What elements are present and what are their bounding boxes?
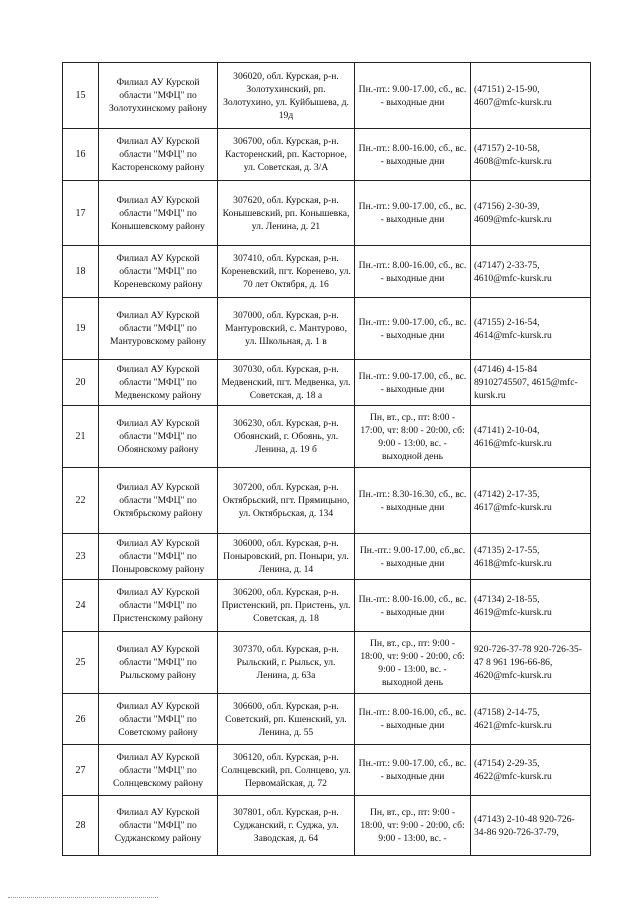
- branch-contacts: (47134) 2-18-55, 4619@mfc-kursk.ru: [471, 580, 591, 632]
- branch-address: 307620, обл. Курская, р-н. Конышевский, рп. Конышевка, ул. Ленина, д. 21: [218, 181, 355, 246]
- table-row: [63, 632, 591, 694]
- working-hours: Пн.-пт.: 8.00-16.00, сб., вс. - выходные дни: [355, 246, 471, 298]
- branch-name: Филиал АУ Курской области "МФЦ" по Пристенскому району: [99, 580, 218, 632]
- table-row: [63, 246, 591, 298]
- table-row: [63, 63, 591, 129]
- branch-contacts: (47155) 2-16-54, 4614@mfc-kursk.ru: [471, 298, 591, 360]
- table-row: [63, 129, 591, 181]
- working-hours: Пн.-пт.: 9.00-17.00, сб., вс. - выходные дни: [355, 745, 471, 796]
- branch-contacts: (47154) 2-29-35, 4622@mfc-kursk.ru: [471, 745, 591, 796]
- branch-name: Филиал АУ Курской области "МФЦ" по Октябрьскому району: [99, 468, 218, 534]
- working-hours: Пн.-пт.: 8.30-16.30, сб., вс. - выходные дни: [355, 468, 471, 534]
- branch-address: 306120, обл. Курская, р-н. Солнцевский, рп. Солнцево, ул. Первомайская, д. 72: [218, 745, 355, 796]
- table-row: [63, 181, 591, 246]
- row-number: 21: [63, 406, 99, 468]
- branch-address: 307200, обл. Курская, р-н. Октябрьский, пгт. Прямицыно, ул. Октябрьская, д. 134: [218, 468, 355, 534]
- branch-name: Филиал АУ Курской области "МФЦ" по Обоянскому району: [99, 406, 218, 468]
- branch-contacts: (47143) 2-10-48 920-726-34-86 920-726-37-79,: [471, 796, 591, 856]
- branch-contacts: 920-726-37-78 920-726-35-47 8 961 196-66-86, 4620@mfc-kursk.ru: [471, 632, 591, 694]
- row-number: 24: [63, 580, 99, 632]
- branch-name: Филиал АУ Курской области "МФЦ" по Конышевскому району: [99, 181, 218, 246]
- branch-name: Филиал АУ Курской области "МФЦ" по Касторенскому району: [99, 129, 218, 181]
- row-number: 26: [63, 694, 99, 745]
- working-hours: Пн.-пт.: 8.00-16.00, сб., вс. - выходные дни: [355, 580, 471, 632]
- branch-address: 306020, обл. Курская, р-н. Золотухинский, рп. Золотухино, ул. Куйбышева, д. 19д: [218, 63, 355, 129]
- row-number: 27: [63, 745, 99, 796]
- row-number: 28: [63, 796, 99, 856]
- branch-contacts: (47142) 2-17-35, 4617@mfc-kursk.ru: [471, 468, 591, 534]
- branch-contacts: (47158) 2-14-75, 4621@mfc-kursk.ru: [471, 694, 591, 745]
- working-hours: Пн, вт., ср., пт: 9:00 - 18:00, чт: 9:00 - 20:00, сб: 9:00 - 13:00, вс. - выходной день: [355, 632, 471, 694]
- branch-name: Филиал АУ Курской области "МФЦ" по Мантуровскому району: [99, 298, 218, 360]
- working-hours: Пн.-пт.: 8.00-16.00, сб., вс. - выходные дни: [355, 694, 471, 745]
- branch-contacts: (47151) 2-15-90, 4607@mfc-kursk.ru: [471, 63, 591, 129]
- branch-contacts: (47156) 2-30-39, 4609@mfc-kursk.ru: [471, 181, 591, 246]
- row-number: 19: [63, 298, 99, 360]
- table-row: [63, 745, 591, 796]
- branch-address: 307410, обл. Курская, р-н. Кореневский, пгт. Коренево, ул. 70 лет Октября, д. 16: [218, 246, 355, 298]
- branch-contacts: (47157) 2-10-58, 4608@mfc-kursk.ru: [471, 129, 591, 181]
- table-row: [63, 580, 591, 632]
- working-hours: Пн.-пт.: 9.00-17.00, сб., вс. - выходные дни: [355, 181, 471, 246]
- branch-address: 306230, обл. Курская, р-н. Обоянский, г. Обоянь, ул. Ленина, д. 19 б: [218, 406, 355, 468]
- table-row: [63, 796, 591, 856]
- working-hours: Пн.-пт.: 9.00-17.00, сб., вс. - выходные дни: [355, 298, 471, 360]
- branch-name: Филиал АУ Курской области "МФЦ" по Советскому району: [99, 694, 218, 745]
- row-number: 23: [63, 534, 99, 580]
- branch-contacts: (47141) 2-10-04, 4616@mfc-kursk.ru: [471, 406, 591, 468]
- branch-address: 307000, обл. Курская, р-н. Мантуровский, с. Мантурово, ул. Школьная, д. 1 в: [218, 298, 355, 360]
- branch-name: Филиал АУ Курской области "МФЦ" по Медвенскому району: [99, 360, 218, 406]
- row-number: 25: [63, 632, 99, 694]
- working-hours: Пн, вт., ср., пт: 9:00 - 18:00, чт: 9:00 - 20:00, сб: 9:00 - 13:00, вс. -: [355, 796, 471, 856]
- row-number: 20: [63, 360, 99, 406]
- row-number: 22: [63, 468, 99, 534]
- footnote-divider: [8, 897, 158, 898]
- branch-contacts: (47147) 2-33-75, 4610@mfc-kursk.ru: [471, 246, 591, 298]
- branch-address: 306700, обл. Курская, р-н. Касторенский, рп. Касторное, ул. Советская, д. 3/А: [218, 129, 355, 181]
- table-row: [63, 406, 591, 468]
- branch-address: 306200, обл. Курская, р-н. Пристенский, рп. Пристень, ул. Советская, д. 18: [218, 580, 355, 632]
- row-number: 17: [63, 181, 99, 246]
- working-hours: Пн, вт., ср., пт: 8:00 - 17:00, чт: 8:00 - 20:00, сб: 9:00 - 13:00, вс. - выходной день: [355, 406, 471, 468]
- branch-address: 306600, обл. Курская, р-н. Советский, рп. Кшенский, ул. Ленина, д. 55: [218, 694, 355, 745]
- table-row: [63, 694, 591, 745]
- branch-contacts: (47146) 4-15-84 89102745507, 4615@mfc-kursk.ru: [471, 360, 591, 406]
- branch-address: 307801, обл. Курская, р-н. Суджанский, г. Суджа, ул. Заводская, д. 64: [218, 796, 355, 856]
- row-number: 18: [63, 246, 99, 298]
- branch-address: 307030, обл. Курская, р-н. Медвенский, пгт. Медвенка, ул. Советская, д. 18 а: [218, 360, 355, 406]
- mfc-branches-table: [62, 62, 591, 856]
- branch-name: Филиал АУ Курской области "МФЦ" по Рыльскому району: [99, 632, 218, 694]
- branch-contacts: (47135) 2-17-55, 4618@mfc-kursk.ru: [471, 534, 591, 580]
- table-row: [63, 534, 591, 580]
- branch-name: Филиал АУ Курской области "МФЦ" по Суджанскому району: [99, 796, 218, 856]
- branch-address: 307370, обл. Курская, р-н. Рыльский, г. Рыльск, ул. Ленина, д. 63а: [218, 632, 355, 694]
- table-body: [63, 63, 591, 856]
- working-hours: Пн.-пт.: 9.00-17.00, сб., вс. - выходные дни: [355, 63, 471, 129]
- row-number: 16: [63, 129, 99, 181]
- table-row: [63, 298, 591, 360]
- table-row: [63, 360, 591, 406]
- working-hours: Пн.-пт.: 9.00-17.00, сб., вс. - выходные дни: [355, 360, 471, 406]
- branch-name: Филиал АУ Курской области "МФЦ" по Солнцевскому району: [99, 745, 218, 796]
- table-row: [63, 468, 591, 534]
- branch-name: Филиал АУ Курской области "МФЦ" по Кореневскому району: [99, 246, 218, 298]
- branch-address: 306000, обл. Курская, р-н. Поныровский, рп. Поныри, ул. Ленина, д. 14: [218, 534, 355, 580]
- row-number: 15: [63, 63, 99, 129]
- working-hours: Пн.-пт.: 8.00-16.00, сб., вс. - выходные дни: [355, 129, 471, 181]
- branch-name: Филиал АУ Курской области "МФЦ" по Золотухинскому району: [99, 63, 218, 129]
- branch-name: Филиал АУ Курской области "МФЦ" по Поныровскому району: [99, 534, 218, 580]
- working-hours: Пн.-пт.: 9.00-17.00, сб.,вс. - выходные дни: [355, 534, 471, 580]
